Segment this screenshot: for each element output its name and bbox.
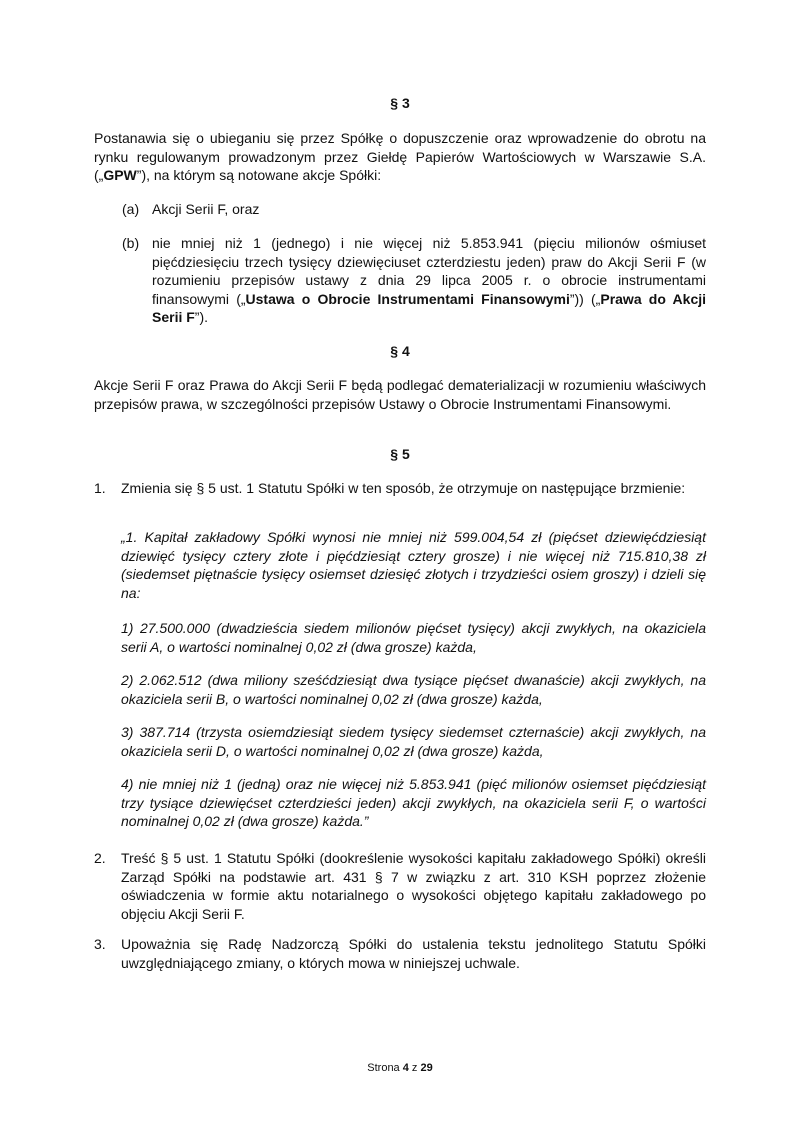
defined-term: Prawa do Akcji Serii F [152, 290, 707, 325]
item-b-label: (b) [122, 235, 140, 251]
item-1-number: 1. [94, 480, 106, 496]
item-2-text: Treść § 5 ust. 1 Statutu Spółki (dookreślenie wysokości kapitału zakładowego Spółki) określi Zarząd Spółki na podstawie art. 431 § 7 w związku z art. 310 KSH poprzez złożenie oświadczenia w formie aktu notarialnego o wysokości objętego kapitału zakładowego po objęciu Akcji Serii F. [121, 850, 706, 922]
page-footer [0, 1059, 800, 1078]
quote-paragraph: „1. Kapitał zakładowy Spółki wynosi nie mniej niż 599.004,54 zł (pięćset dziewięćdziesiąt dziewięć tysięcy cztery złote i pięćdziesiąt cztery grosze) i nie więcej niż 715.810,38 zł (siedemset piętnaście tysięcy osiemset dziesięć złotych i trzydzieści osiem groszy) i dzieli się na: [121, 529, 706, 601]
footer-separator: z [408, 1062, 421, 1074]
page-total: 29 [420, 1062, 433, 1074]
item-a-label: (a) [122, 201, 140, 217]
section-4-heading: § 4 [390, 343, 410, 359]
section-3-heading: § 3 [390, 95, 410, 111]
quote-point-3: 3) 387.714 (trzysta osiemdziesiąt siedem tysięcy siedemset czternaście) akcji zwykłych, na okaziciela serii D, o wartości nominalnej 0,02 zł (dwa grosze) każda, [121, 724, 706, 759]
item-3-text: Upoważnia się Radę Nadzorczą Spółki do ustalenia tekstu jednolitego Statutu Spółki uwzględniającego zmiany, o których mowa w niniejszej uchwale. [121, 936, 706, 971]
defined-term: GPW [103, 167, 137, 183]
quote-point-2: 2) 2.062.512 (dwa miliony sześćdziesiąt dwa tysiące pięćset dwanaście) akcji zwykłych, na okaziciela serii B, o wartości nominalnej 0,02 zł (dwa grosze) każda, [121, 672, 706, 707]
footer-label: Strona [367, 1062, 403, 1074]
item-b-text [152, 234, 706, 327]
page-number: 4 [402, 1062, 409, 1074]
section-3-paragraph [94, 129, 706, 185]
quote-point-1: 1) 27.500.000 (dwadzieścia siedem milionów pięćset tysięcy) akcji zwykłych, na okaziciela serii A, o wartości nominalnej 0,02 zł (dwa grosze) każda, [121, 620, 706, 655]
section-4-paragraph: Akcje Serii F oraz Prawa do Akcji Serii F będą podlegać dematerializacji w rozumieniu właściwych przepisów prawa, w szczególności przepisów Ustawy o Obrocie Instrumentami Finansowymi. [94, 377, 706, 412]
item-2-number: 2. [94, 850, 106, 866]
item-a-text: Akcji Serii F, oraz [152, 201, 260, 217]
text: Postanawia się o ubieganiu się przez Spółkę o dopuszczenie oraz wprowadzenie do obrotu na rynku regulowanym prowadzonym przez Giełdę Papierów Wartościowych w Warszawie S.A. („ [94, 130, 706, 183]
text: ”). [194, 309, 209, 325]
item-3-number: 3. [94, 936, 106, 952]
defined-term: Ustawa o Obrocie Instrumentami Finansowymi [245, 290, 570, 307]
text: ”), na którym są notowane akcje Spółki: [136, 167, 382, 183]
text: nie mniej niż 1 (jednego) i nie więcej niż 5.853.941 (pięciu milionów ośmiuset pięćdziesięciu trzech tysięcy dziewięciuset czterdziestu jeden) praw do Akcji Serii F (w rozumieniu przepisów ustawy z dnia 29 lipca 2005 r. o obrocie instrumentami finansowymi („ [152, 235, 706, 307]
quote-point-4: 4) nie mniej niż 1 (jedną) oraz nie więcej niż 5.853.941 (pięć milionów osiemset pięćdziesiąt trzy tysiące dziewięćset czterdzieści jeden) akcji zwykłych, na okaziciela serii F, o wartości nominalnej 0,02 zł (dwa grosze) każda.” [121, 776, 706, 829]
item-1-text: Zmienia się § 5 ust. 1 Statutu Spółki w ten sposób, że otrzymuje on następujące brzmienie: [121, 480, 686, 496]
section-5-heading: § 5 [390, 446, 410, 462]
text: ”)) („ [569, 290, 601, 307]
